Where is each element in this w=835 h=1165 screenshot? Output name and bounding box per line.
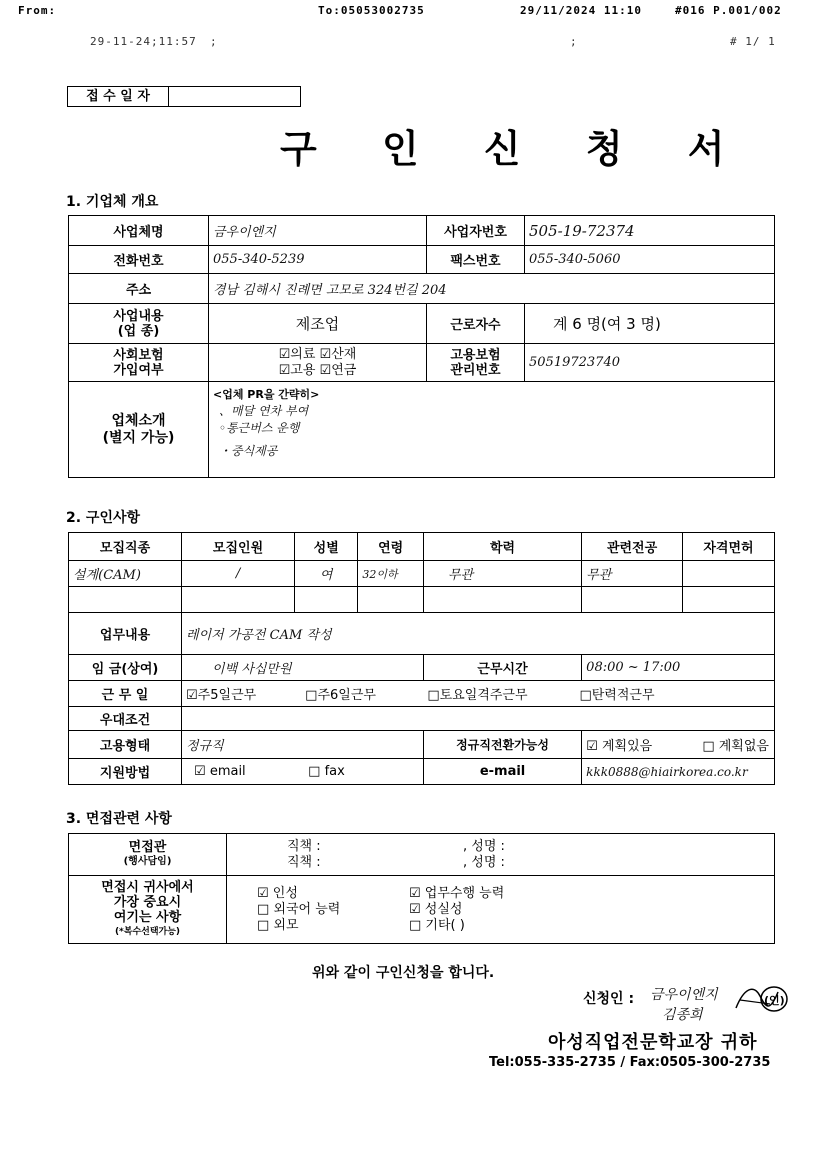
empins-label: 고용보험 관리번호 — [427, 344, 525, 382]
col-age: 연령 — [358, 533, 424, 561]
fax-from: From: — [18, 4, 57, 17]
important-option-appearance[interactable]: □ 외모 — [257, 917, 299, 933]
duty-label: 업무내용 — [69, 613, 182, 655]
fax-page: #016 P.001/002 — [675, 4, 782, 17]
receipt-date-box — [67, 86, 301, 107]
fax-value: 055-340-5060 — [525, 246, 775, 274]
fax-datetime-2: 29-11-24;11:57 — [90, 35, 197, 48]
col-gender: 성별 — [295, 533, 358, 561]
recipient: 아성직업전문학교장 귀하 — [548, 1032, 758, 1053]
preference-label: 우대조건 — [69, 707, 182, 731]
workers-value: 계 6 명(여 3 명) — [525, 304, 775, 344]
apply-option-fax[interactable]: □ fax — [308, 764, 345, 779]
email-value: kkk0888@hiairkorea.co.kr — [582, 759, 775, 785]
employment-value: 정규직 — [182, 731, 424, 759]
important-label-3: 여기는 사항 — [113, 909, 182, 925]
bizno-value: 505-19-72374 — [525, 216, 775, 246]
insurance-label: 사회보험 가입여부 — [69, 344, 209, 382]
business-label: 사업내용 (업 종) — [69, 304, 209, 344]
conversion-label: 정규직전환가능성 — [423, 731, 581, 759]
receipt-date-value — [169, 87, 300, 106]
fax-to: To:05053002735 — [318, 4, 425, 17]
conversion-options — [582, 731, 775, 759]
important-options — [227, 876, 775, 944]
important-option-performance[interactable]: ☑ 업무수행 능력 — [409, 885, 505, 901]
email-label: e-mail — [423, 759, 581, 785]
fax-separator-2: ; — [570, 35, 578, 48]
company-name-value: 금우이엔지 — [209, 216, 427, 246]
insurance-row-2: ☑고용 ☑연금 — [278, 362, 357, 378]
days-label: 근 무 일 — [69, 681, 182, 707]
conversion-option-no[interactable]: □ 계획없음 — [702, 739, 769, 754]
interviewer-1-name: , 성명 : — [463, 838, 505, 854]
cell-gender: 여 — [295, 561, 358, 587]
business-value: 제조업 — [209, 304, 427, 344]
empins-value: 50519723740 — [525, 344, 775, 382]
interviewer-sublabel: (행사담임) — [123, 855, 172, 867]
col-education: 학력 — [423, 533, 581, 561]
wage-label: 임 금(상여) — [69, 655, 182, 681]
days-options — [182, 681, 775, 707]
col-job: 모집직종 — [69, 533, 182, 561]
phone-value: 055-340-5239 — [209, 246, 427, 274]
days-option-saturday[interactable]: □토요일격주근무 — [427, 688, 528, 703]
address-value: 경남 김해시 진례면 고모로 324번길 204 — [209, 274, 775, 304]
applicant-company: 금우이엔지 — [650, 987, 718, 1003]
cell-major: 무관 — [582, 561, 683, 587]
applicant-name: 김종희 — [662, 1007, 703, 1023]
interviewer-values — [227, 834, 775, 876]
closing-statement: 위와 같이 구인신청을 합니다. — [312, 965, 495, 981]
cell-count: / — [182, 561, 295, 587]
apply-option-email[interactable]: ☑ email — [194, 764, 246, 779]
insurance-options — [209, 344, 427, 382]
section3-heading: 3. 면접관련 사항 — [66, 811, 172, 827]
intro-line-3: ・중식제공 — [219, 444, 278, 458]
interviewer-2-position: 직책 : — [287, 854, 321, 870]
important-label-cell — [69, 876, 227, 944]
apply-label: 지원방법 — [69, 759, 182, 785]
cell-job: 설계(CAM) — [69, 561, 182, 587]
applicant-label: 신청인 : — [583, 991, 635, 1007]
intro-line-1: 、매달 연차 부여 — [219, 404, 309, 418]
intro-cell — [209, 382, 775, 478]
conversion-option-yes[interactable]: ☑ 계획있음 — [586, 739, 653, 754]
phone-label: 전화번호 — [69, 246, 209, 274]
col-count: 모집인원 — [182, 533, 295, 561]
days-option-flexible[interactable]: □탄력적근무 — [579, 688, 655, 703]
contact-info: Tel:055-335-2735 / Fax:0505-300-2735 — [489, 1055, 771, 1070]
days-option-5[interactable]: ☑주5일근무 — [186, 688, 257, 703]
col-major: 관련전공 — [582, 533, 683, 561]
duty-value: 레이저 가공전 CAM 작성 — [182, 613, 775, 655]
intro-label: 업체소개 (별지 가능) — [69, 382, 209, 478]
intro-line-2: ◦통근버스 운행 — [219, 421, 300, 435]
section1-heading: 1. 기업체 개요 — [66, 194, 159, 210]
important-label-1: 면접시 귀사에서 — [101, 879, 194, 895]
receipt-date-label: 접 수 일 자 — [68, 87, 169, 106]
seal-text: (인) — [764, 994, 785, 1007]
interviewer-label: 면접관 — [128, 839, 167, 855]
cell-license — [682, 561, 774, 587]
address-label: 주소 — [69, 274, 209, 304]
table-row — [69, 587, 775, 613]
interviewer-2-name: , 성명 : — [463, 854, 505, 870]
intro-hint: <업체 PR을 간략히> — [213, 388, 320, 401]
days-option-6[interactable]: □주6일근무 — [305, 688, 376, 703]
recruit-table — [68, 532, 775, 785]
important-option-language[interactable]: □ 외국어 능력 — [257, 901, 341, 917]
important-option-sincerity[interactable]: ☑ 성실성 — [409, 901, 463, 917]
wage-value: 이백 사십만원 — [182, 655, 424, 681]
apply-options — [182, 759, 424, 785]
signature-seal-icon — [730, 978, 792, 1018]
fax-separator: ; — [210, 35, 218, 48]
important-option-other[interactable]: □ 기타( ) — [409, 917, 465, 933]
section2-heading: 2. 구인사항 — [66, 510, 141, 526]
cell-education: 무관 — [423, 561, 581, 587]
page-title: 구 인 신 청 서 — [280, 127, 751, 171]
fax-page-2: # 1/ 1 — [730, 35, 776, 48]
important-label-2: 가장 중요시 — [113, 894, 182, 910]
table-row — [69, 561, 775, 587]
interviewer-1-position: 직책 : — [287, 838, 321, 854]
hours-value: 08:00 ~ 17:00 — [582, 655, 775, 681]
important-sublabel: (*복수선택가능) — [114, 926, 181, 937]
interview-table — [68, 833, 775, 944]
col-license: 자격면허 — [682, 533, 774, 561]
fax-label: 팩스번호 — [427, 246, 525, 274]
company-table — [68, 215, 775, 478]
hours-label: 근무시간 — [423, 655, 581, 681]
preference-value — [182, 707, 775, 731]
workers-label: 근로자수 — [427, 304, 525, 344]
bizno-label: 사업자번호 — [427, 216, 525, 246]
cell-age: 32이하 — [358, 561, 424, 587]
insurance-row-1: ☑의료 ☑산재 — [278, 346, 357, 362]
interviewer-label-cell — [69, 834, 227, 876]
employment-label: 고용형태 — [69, 731, 182, 759]
important-option-personality[interactable]: ☑ 인성 — [257, 885, 298, 901]
company-name-label: 사업체명 — [69, 216, 209, 246]
fax-datetime: 29/11/2024 11:10 — [520, 4, 642, 17]
